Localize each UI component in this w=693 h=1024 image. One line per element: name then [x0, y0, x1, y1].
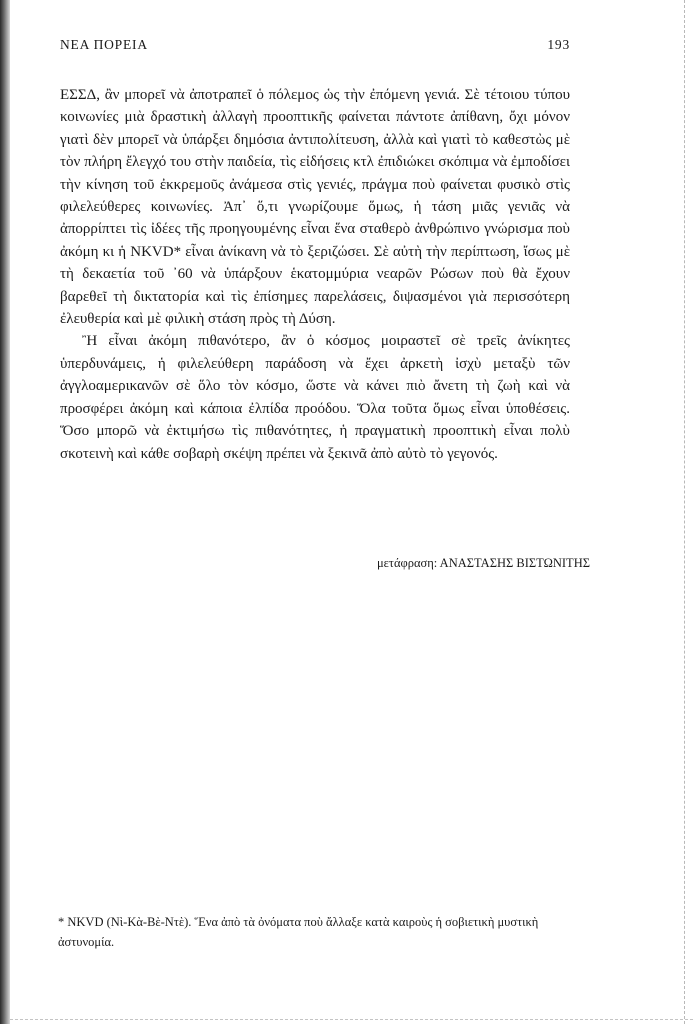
page-number: 193 [547, 37, 570, 52]
page-bottom-edge [10, 1019, 693, 1020]
paragraph-2: Ἢ εἶναι ἀκόμη πιθανότερο, ἂν ὁ κόσμος μοιραστεῖ σὲ τρεῖς ἀνίκητες ὑπερδυνάμεις, ἡ φιλελεύθερη παράδοση νὰ ἔχει ἀρκετὴ ἰσχὺ μεταξὺ τῶν ἀγγλοαμερικανῶν σὲ ὅλο τὸν κόσμο, ὥστε νὰ κάνει πιὸ ἄνετη τὴ ζωὴ καὶ νὰ προσφέρει ἀκόμη καὶ κάποια ἐλπίδα προόδου. Ὅλα τοῦτα ὅμως εἶναι ὑποθέσεις. Ὅσο μπορῶ νὰ ἐκτιμήσω τὶς πιθανότητες, ἡ πραγματικὴ προοπτικὴ εἶναι πολὺ σκοτεινὴ καὶ κάθε σοβαρὴ σκέψη πρέπει νὰ ξεκινᾶ ἀπὸ αὐτὸ τὸ γεγονός. [60, 333, 570, 462]
page-right-edge [684, 0, 685, 1024]
page-binding-edge [0, 0, 10, 1024]
article-body [60, 84, 570, 465]
running-header [60, 37, 570, 53]
footnote: * NKVD (Νὶ-Κὰ-Βὲ-Ντὲ). Ἕνα ἀπὸ τὰ ὀνόματα ποὺ ἄλλαξε κατὰ καιροὺς ἡ σοβιετικὴ μυστικὴ ἀστυνομία. [58, 915, 539, 949]
translator-credit: μετάφραση: ΑΝΑΣΤΑΣΗΣ ΒΙΣΤΩΝΙΤΗΣ [376, 556, 590, 570]
paragraph-1: ΕΣΣΔ, ἂν μπορεῖ νὰ ἀποτραπεῖ ὁ πόλεμος ὡς τὴν ἐπόμενη γενιά. Σὲ τέτοιου τύπου κοινωνίες μιὰ δραστικὴ ἀλλαγὴ προοπτικῆς φαίνεται πάντοτε ἀπίθανη, ὄχι μόνον γιατὶ δὲν μπορεῖ νὰ ὑπάρξει δημόσια ἀντιπολίτευση, ἀλλὰ καὶ γιατὶ τὸ καθεστὼς μὲ τὸν πλήρη ἔλεγχό του στὴν παιδεία, τὶς εἰδήσεις κτλ ἐπιδιώκει σκόπιμα νὰ ἐμποδίσει τὴν κίνηση τοῦ ἐκκρεμοῦς ἀνάμεσα στὶς γενιές, πράγμα ποὺ φαίνεται φυσικὸ στὶς φιλελεύθερες κοινωνίες. Ἀπ᾽ ὅ,τι γνωρίζουμε ὅμως, ἡ τάση μιᾶς γενιᾶς νὰ ἀπορρίπτει τὶς ἰδέες τῆς προηγουμένης εἶναι ἕνα σταθερὸ ἀνθρώπινο γνώρισμα ποὺ ἀκόμη κι ἡ NKVD* εἶναι ἀνίκανη νὰ τὸ ξεριζώσει. Σὲ αὐτὴ τὴν περίπτωση, ἴσως μὲ τὴ δεκαετία τοῦ ᾽60 νὰ ὑπάρξουν ἑκατομμύρια νεαρῶν Ρώσων ποὺ θὰ ἔχουν βαρεθεῖ τὴ δικτατορία καὶ τὶς ἐπίσημες παρελάσεις, διψασμένοι γιὰ περισσότερη ἐλευθερία καὶ μὲ φιλικὴ στάση πρὸς τὴ Δύση. [60, 87, 570, 328]
journal-title: ΝΕΑ ΠΟΡΕΙΑ [60, 37, 148, 52]
